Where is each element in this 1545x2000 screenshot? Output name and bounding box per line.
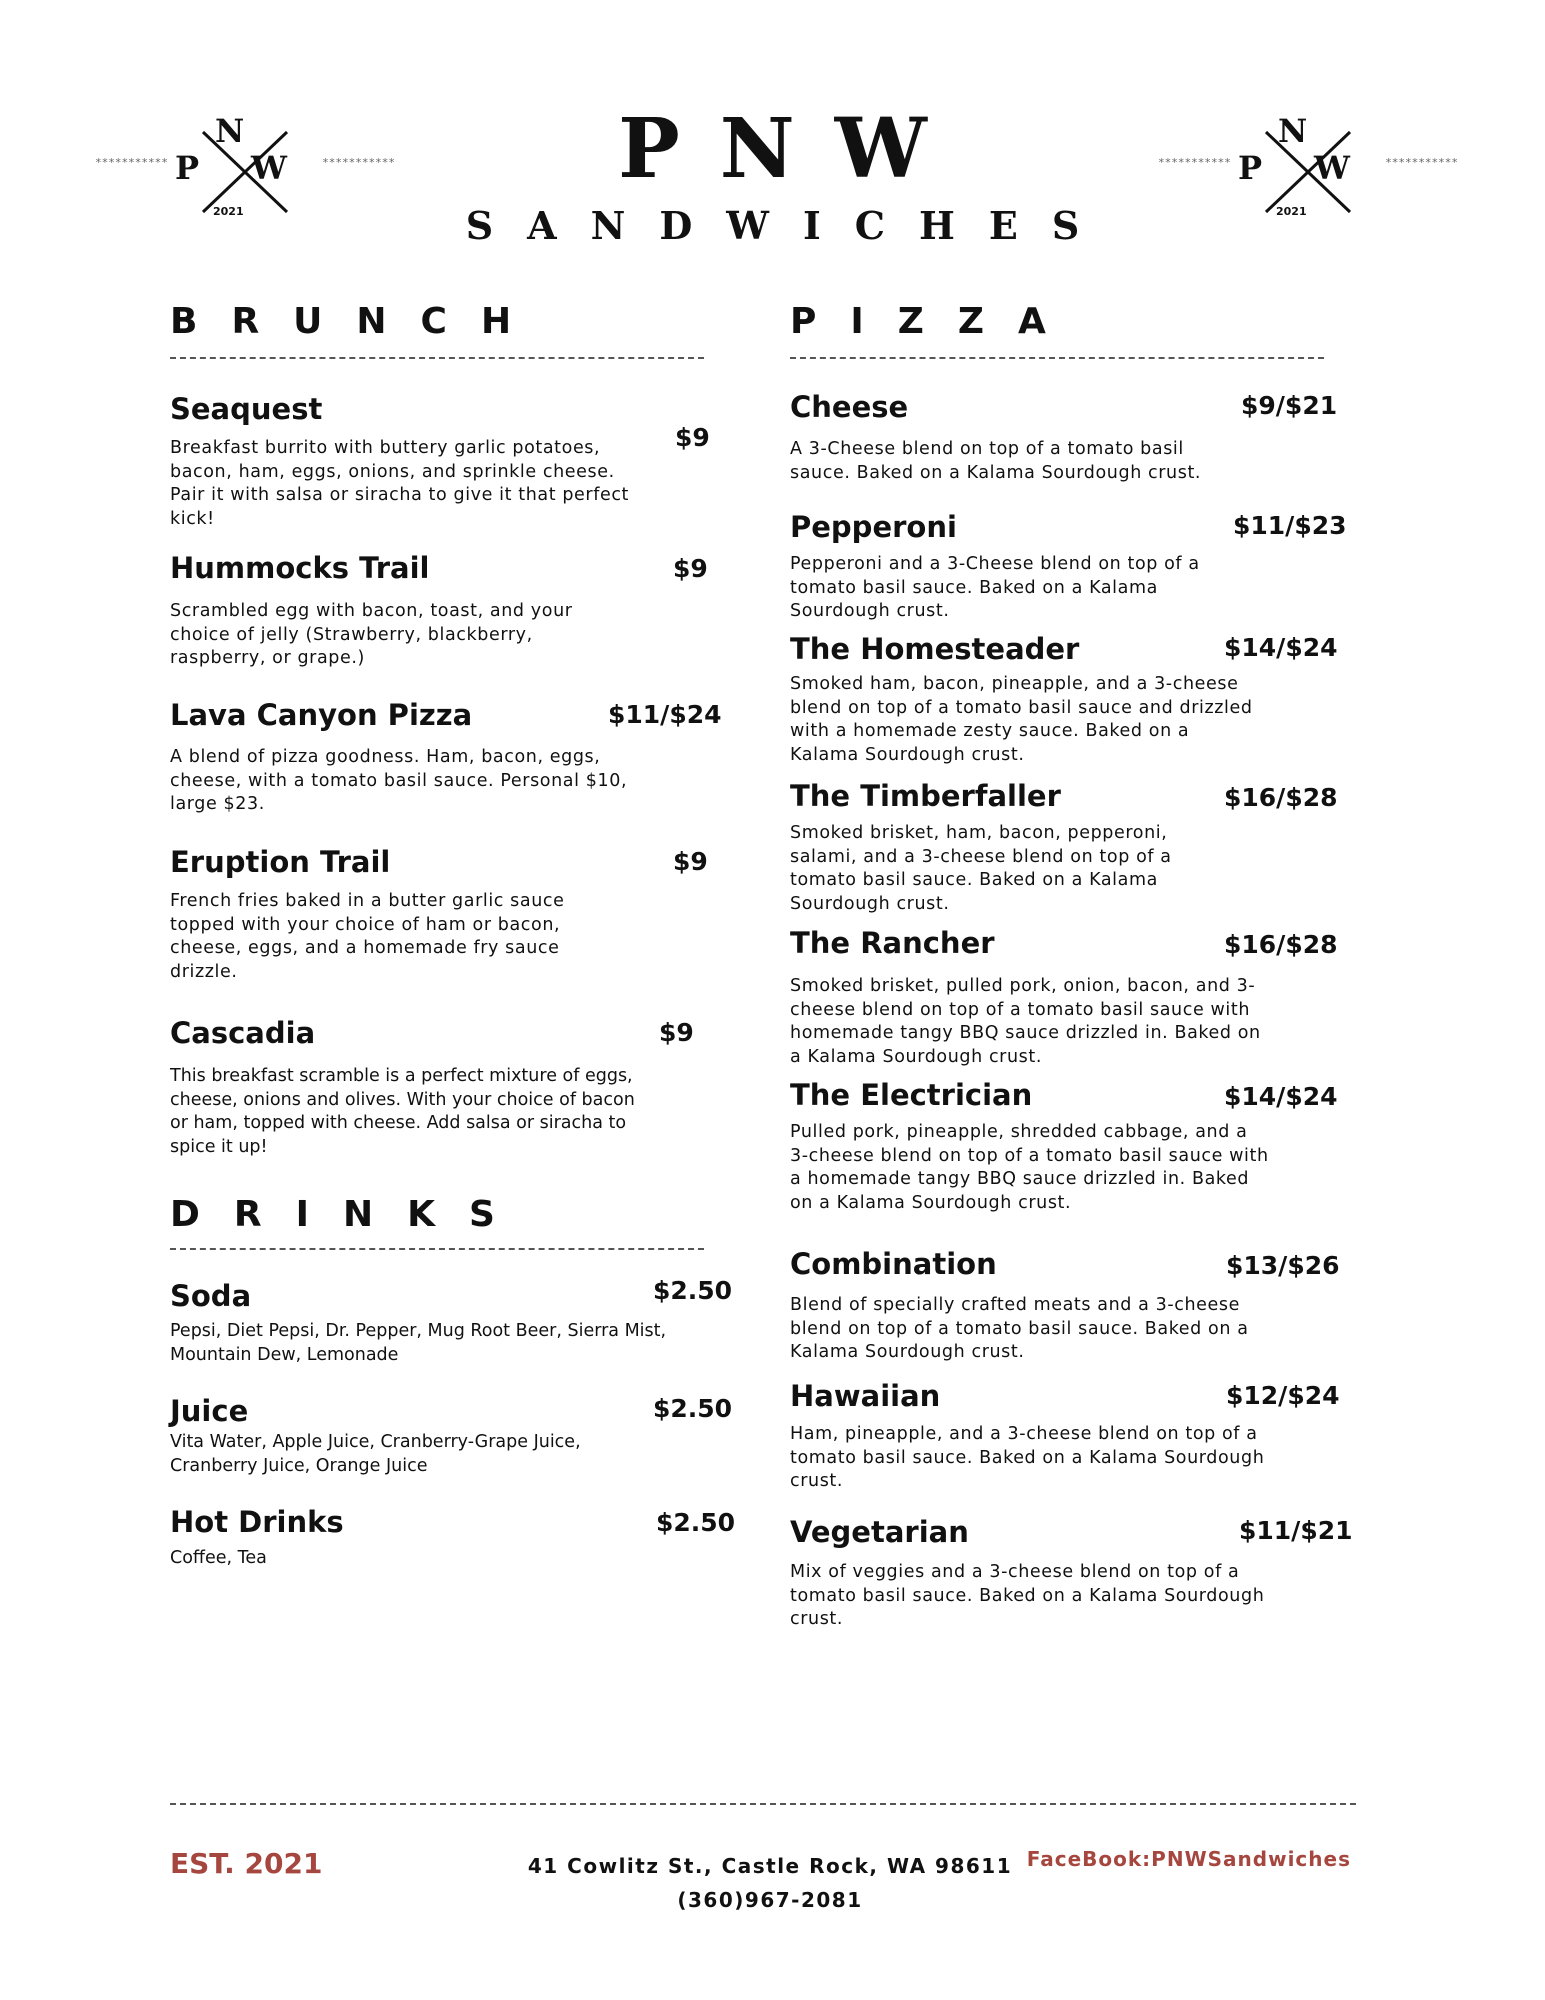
item-description: This breakfast scramble is a perfect mixture of eggs, cheese, onions and olives. With your choice of bacon or ham, topped with cheese. Add salsa or siracha to spice it up! (170, 1066, 635, 1157)
item-name: Hummocks Trail (170, 551, 430, 585)
item-description: Mix of veggies and a 3-cheese blend on top of a tomato basil sauce. Baked on a Kalama Sourdough crust. (790, 1562, 1265, 1629)
item-description: A blend of pizza goodness. Ham, bacon, eggs, cheese, with a tomato basil sauce. Personal $10, large $23. (170, 747, 628, 814)
item-description: A 3-Cheese blend on top of a tomato basil sauce. Baked on a Kalama Sourdough crust. (790, 439, 1202, 483)
item-description: French fries baked in a butter garlic sauce topped with your choice of ham or bacon, cheese, eggs, and a homemade fry sauce drizzle. (170, 891, 565, 982)
item-name: Hawaiian (790, 1379, 941, 1413)
item-name: Cheese (790, 390, 909, 424)
item-description: Smoked brisket, ham, bacon, pepperoni, salami, and a 3-cheese blend on top of a tomato basil sauce. Baked on a Kalama Sourdough crust. (790, 823, 1172, 914)
item-name: Hot Drinks (170, 1505, 344, 1539)
item-name: Eruption Trail (170, 845, 391, 879)
item-name: Combination (790, 1247, 997, 1281)
item-name: The Timberfaller (790, 779, 1061, 813)
footer-divider (170, 1803, 1356, 1805)
item-name: Vegetarian (790, 1515, 969, 1549)
item-name: Juice (170, 1394, 249, 1428)
item-price: $2.50 (656, 1508, 736, 1537)
item-name: The Homesteader (790, 632, 1080, 666)
item-description: Smoked brisket, pulled pork, onion, bacon, and 3-cheese blend on top of a tomato basil sauce with homemade tangy BBQ sauce drizzled in. Baked on a Kalama Sourdough crust. (790, 976, 1261, 1067)
logo-letter-p: P (175, 149, 200, 187)
pizza-heading: PIZZA (790, 301, 1080, 342)
decorative-dots-right: *********** (1385, 156, 1458, 169)
item-price: $9 (659, 1018, 694, 1047)
item-description: Pepperoni and a 3-Cheese blend on top of a tomato basil sauce. Baked on a Kalama Sourdough crust. (790, 554, 1200, 621)
item-description: Smoked ham, bacon, pineapple, and a 3-cheese blend on top of a tomato basil sauce and drizzled with a homemade zesty sauce. Baked on a Kalama Sourdough crust. (790, 674, 1253, 765)
item-name: Cascadia (170, 1016, 316, 1050)
item-price: $12/$24 (1226, 1381, 1340, 1410)
item-description: Scrambled egg with bacon, toast, and your choice of jelly (Strawberry, blackberry, raspberry, or grape.) (170, 601, 573, 668)
item-price: $14/$24 (1224, 633, 1338, 662)
pizza-divider (790, 357, 1324, 359)
item-description: Blend of specially crafted meats and a 3-cheese blend on top of a tomato basil sauce. Baked on a Kalama Sourdough crust. (790, 1295, 1249, 1362)
address: 41 Cowlitz St., Castle Rock, WA 98611 (527, 1854, 1013, 1878)
logo-letter-n: N (1278, 112, 1308, 150)
decorative-dots-left: *********** (1158, 156, 1231, 169)
logo-year: 2021 (213, 205, 244, 218)
phone-number: (360)967-2081 (677, 1888, 863, 1912)
item-name: Soda (170, 1279, 252, 1313)
item-name: The Rancher (790, 926, 995, 960)
item-price: $9 (675, 423, 710, 452)
item-price: $9/$21 (1241, 391, 1338, 420)
page-subtitle: SANDWICHES (465, 203, 1114, 248)
item-description: Pulled pork, pineapple, shredded cabbage, and a 3-cheese blend on top of a tomato basil sauce with a homemade tangy BBQ sauce drizzled in. Baked on a Kalama Sourdough crust. (790, 1122, 1269, 1213)
item-price: $2.50 (653, 1394, 733, 1423)
logo-letter-n: N (215, 112, 245, 150)
item-description: Coffee, Tea (170, 1548, 267, 1568)
contact-info (440, 1849, 1100, 1917)
item-price: $2.50 (653, 1276, 733, 1305)
decorative-dots-right: *********** (322, 156, 395, 169)
established-year: EST. 2021 (170, 1847, 323, 1880)
item-description: Pepsi, Diet Pepsi, Dr. Pepper, Mug Root Beer, Sierra Mist, Mountain Dew, Lemonade (170, 1321, 667, 1365)
item-name: Pepperoni (790, 510, 957, 544)
item-price: $11/$21 (1239, 1516, 1353, 1545)
item-price: $14/$24 (1224, 1082, 1338, 1111)
item-price: $16/$28 (1224, 930, 1338, 959)
logo-letter-w: W (1314, 149, 1350, 187)
brunch-heading: BRUNCH (170, 301, 546, 342)
facebook-handle: FaceBook:PNWSandwiches (1026, 1847, 1351, 1871)
item-price: $11/$23 (1233, 511, 1347, 540)
page-title: PNW (618, 101, 967, 197)
item-price: $9 (673, 554, 708, 583)
item-name: Seaquest (170, 392, 323, 426)
item-description: Breakfast burrito with buttery garlic potatoes, bacon, ham, eggs, onions, and sprinkle cheese. Pair it with salsa or siracha to give it that perfect kick! (170, 438, 630, 529)
item-price: $13/$26 (1226, 1251, 1340, 1280)
logo-letter-w: W (251, 149, 287, 187)
item-name: The Electrician (790, 1078, 1033, 1112)
item-price: $16/$28 (1224, 783, 1338, 812)
brunch-divider (170, 357, 704, 359)
logo-year: 2021 (1276, 205, 1307, 218)
item-price: $11/$24 (608, 700, 722, 729)
drinks-heading: DRINKS (170, 1194, 529, 1235)
drinks-divider (170, 1248, 704, 1250)
item-description: Ham, pineapple, and a 3-cheese blend on top of a tomato basil sauce. Baked on a Kalama Sourdough crust. (790, 1424, 1265, 1491)
item-description: Vita Water, Apple Juice, Cranberry-Grape Juice, Cranberry Juice, Orange Juice (170, 1432, 581, 1476)
item-price: $9 (673, 847, 708, 876)
item-name: Lava Canyon Pizza (170, 698, 473, 732)
decorative-dots-left: *********** (95, 156, 168, 169)
logo-letter-p: P (1238, 149, 1263, 187)
